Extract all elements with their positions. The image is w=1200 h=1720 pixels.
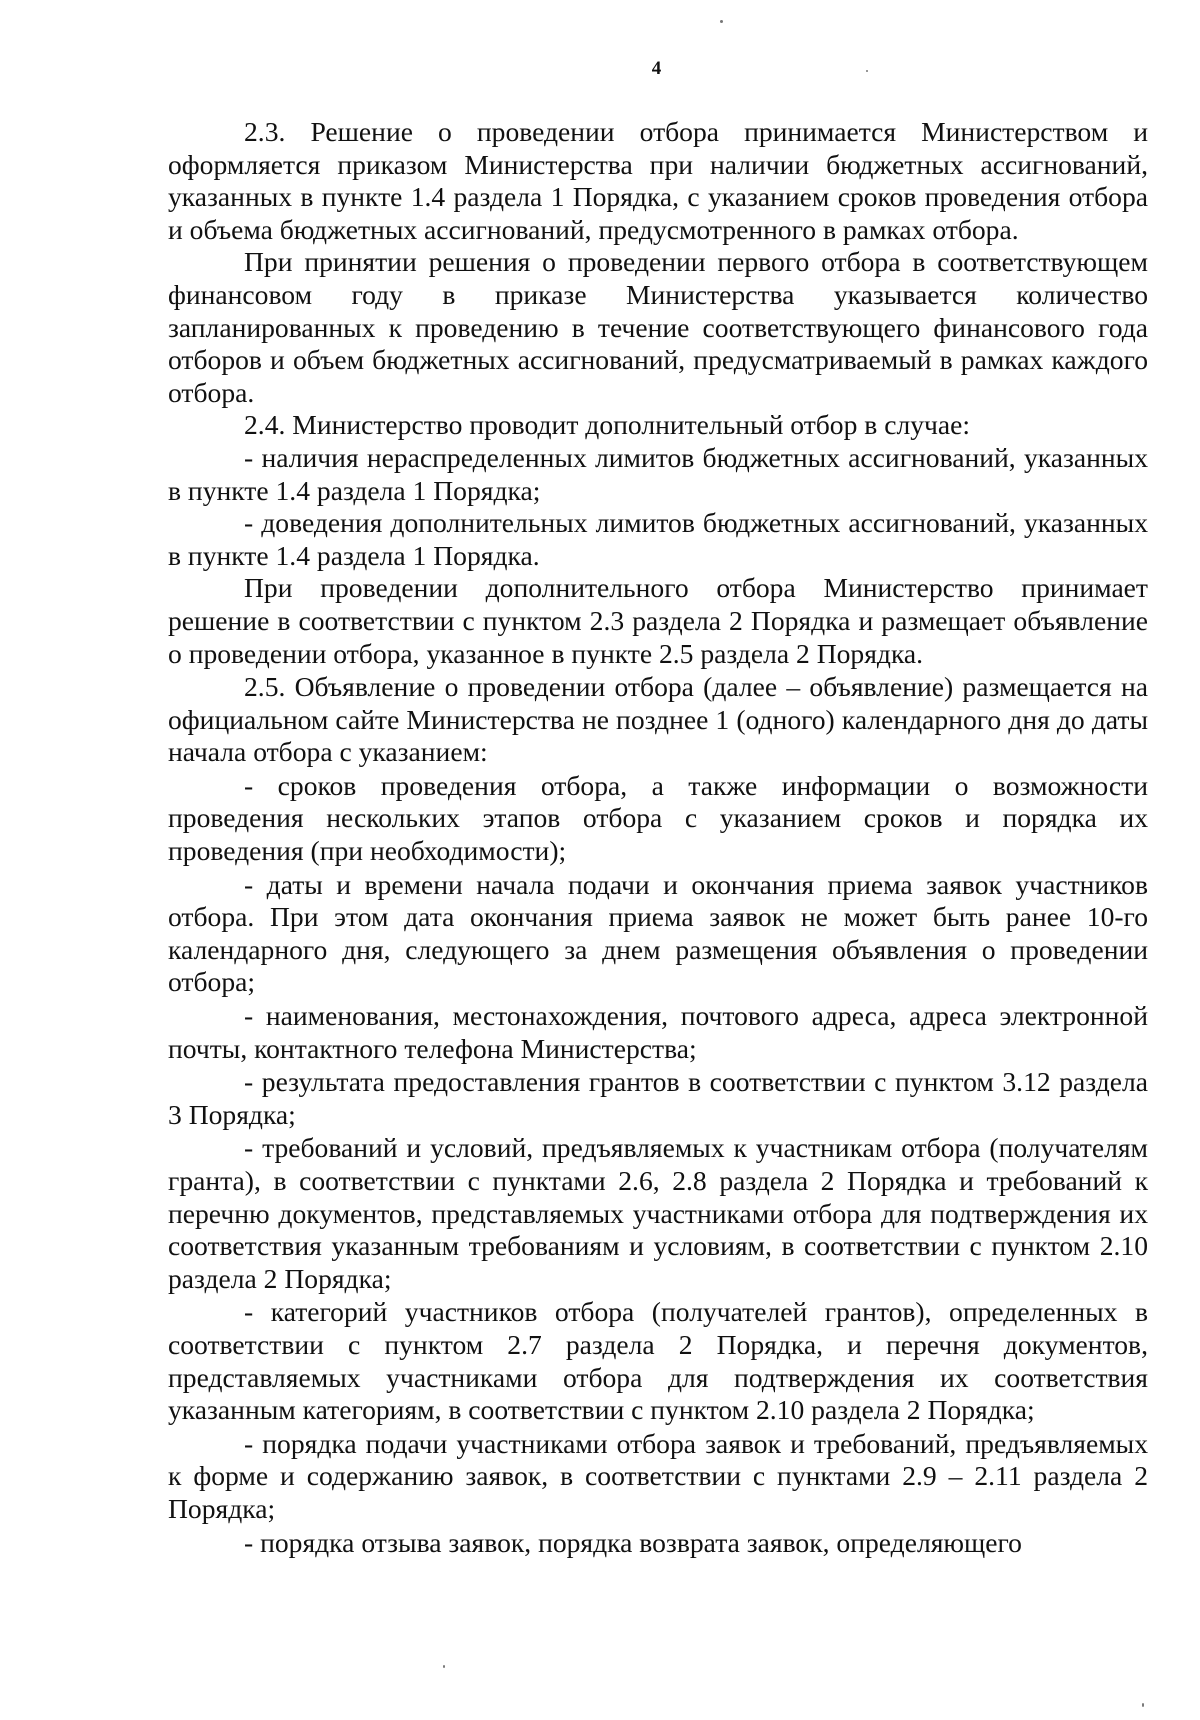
document-body — [168, 116, 1148, 1559]
paragraph-additional-selection: При проведении дополнительного отбора Министерство принимает решение в соответствии с пунктом 2.3 раздела 2 Порядка и размещает объявление о проведении отбора, указанное в пункте 2.5 раздела 2 Порядка. — [168, 572, 1148, 669]
list-item-grant-result: - результата предоставления грантов в соответствии с пунктом 3.12 раздела 3 Порядка; — [168, 1066, 1148, 1130]
list-item-participant-categories: - категорий участников отбора (получателей грантов), определенных в соответствии с пунктом 2.7 раздела 2 Порядка, и перечня документов, представляемых участниками отбора для подтверждения их соответствия указанным категориям, в соответствии с пунктом 2.10 раздела 2 Порядка; — [168, 1296, 1148, 1426]
scan-speck — [720, 20, 723, 23]
list-item-participant-requirements: - требований и условий, предъявляемых к участникам отбора (получателям гранта), в соответствии с пунктами 2.6, 2.8 раздела 2 Порядка и требований к перечню документов, представляемых участниками отбора для подтверждения их соответствия указанным требованиям и условиям, в соответствии с пунктом 2.10 раздела 2 Порядка; — [168, 1132, 1148, 1294]
paragraph-2-4: 2.4. Министерство проводит дополнительный отбор в случае: — [244, 409, 971, 441]
list-item-undistributed-limits: - наличия нераспределенных лимитов бюджетных ассигнований, указанных в пункте 1.4 раздела 1 Порядка; — [168, 441, 1148, 506]
paragraph-2-5: 2.5. Объявление о проведении отбора (далее – объявление) размещается на официальном сайте Министерства не позднее 1 (одного) календарного дня до даты начала отбора с указанием: — [168, 671, 1148, 768]
list-item-application-dates: - даты и времени начала подачи и окончания приема заявок участников отбора. При этом дата окончания приема заявок не может быть ранее 10-го календарного дня, следующего за днем размещения объявления о проведении отбора; — [168, 868, 1148, 998]
scan-speck — [1142, 1703, 1144, 1707]
list-item-application-withdrawal: - порядка отзыва заявок, порядка возврата заявок, определяющего — [244, 1526, 1022, 1558]
paragraph-2-3: 2.3. Решение о проведении отбора принимается Министерством и оформляется приказом Министерства при наличии бюджетных ассигнований, указанных в пункте 1.4 раздела 1 Порядка, с указанием сроков проведения отбора и объема бюджетных ассигнований, предусмотренного в рамках отбора. — [168, 116, 1148, 245]
list-item-additional-limits: - доведения дополнительных лимитов бюджетных ассигнований, указанных в пункте 1.4 раздела 1 Порядка. — [168, 507, 1148, 571]
paragraph-first-selection: При принятии решения о проведении первого отбора в соответствующем финансовом году в приказе Министерства указывается количество запланированных к проведению в течение соответствующего финансового года отборов и объем бюджетных ассигнований, предусматриваемый в рамках каждого отбора. — [168, 246, 1148, 408]
list-item-selection-terms: - сроков проведения отбора, а также информации о возможности проведения нескольких этапов отбора с указанием сроков и порядка их проведения (при необходимости); — [168, 769, 1148, 867]
page-number: 4 — [651, 58, 662, 79]
scan-speck — [443, 1665, 445, 1668]
list-item-application-procedure: - порядка подачи участниками отбора заявок и требований, предъявляемых к форме и содержанию заявок, в соответствии с пунктами 2.9 – 2.11 раздела 2 Порядка; — [168, 1427, 1148, 1524]
list-item-ministry-contacts: - наименования, местонахождения, почтового адреса, адреса электронной почты, контактного телефона Министерства; — [168, 1000, 1148, 1064]
scan-speck — [866, 70, 868, 72]
